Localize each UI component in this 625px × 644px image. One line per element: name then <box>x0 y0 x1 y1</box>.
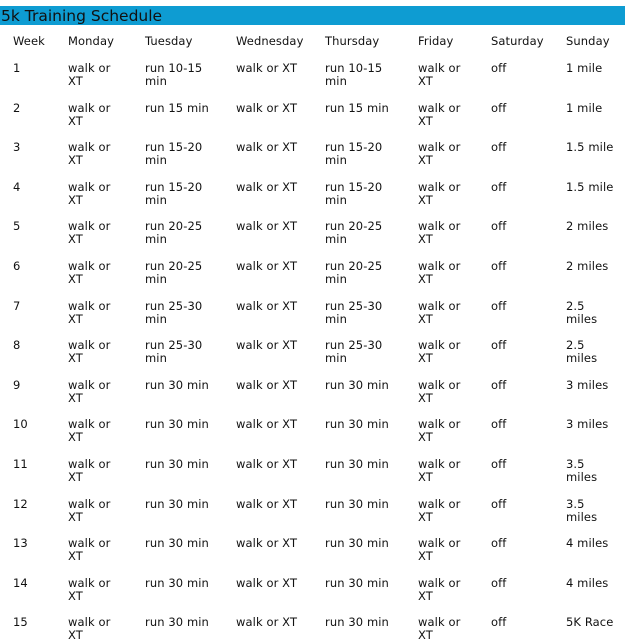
cell-thursday: run 30 min <box>325 417 389 431</box>
cell-monday: walk or XT <box>68 497 111 524</box>
cell-saturday: off <box>491 615 507 629</box>
cell-sunday: 1 mile <box>566 61 603 75</box>
cell-week: 8 <box>13 338 21 352</box>
header-tuesday: Tuesday <box>145 34 193 48</box>
cell-friday: walk or XT <box>418 61 461 88</box>
cell-tuesday: run 30 min <box>145 536 209 550</box>
cell-tuesday: run 30 min <box>145 417 209 431</box>
cell-tuesday: run 15-20 min <box>145 180 203 207</box>
header-saturday: Saturday <box>491 34 544 48</box>
header-sunday: Sunday <box>566 34 610 48</box>
cell-week: 12 <box>13 497 28 511</box>
cell-wednesday: walk or XT <box>236 140 298 154</box>
cell-sunday: 2 miles <box>566 219 609 233</box>
cell-monday: walk or XT <box>68 101 111 128</box>
cell-saturday: off <box>491 576 507 590</box>
cell-monday: walk or XT <box>68 576 111 603</box>
cell-thursday: run 15 min <box>325 101 389 115</box>
cell-friday: walk or XT <box>418 378 461 405</box>
cell-tuesday: run 10-15 min <box>145 61 203 88</box>
cell-thursday: run 10-15 min <box>325 61 383 88</box>
cell-thursday: run 30 min <box>325 615 389 629</box>
page-title: 5k Training Schedule <box>1 7 163 25</box>
cell-tuesday: run 30 min <box>145 576 209 590</box>
cell-monday: walk or XT <box>68 140 111 167</box>
cell-sunday: 3 miles <box>566 378 609 392</box>
cell-saturday: off <box>491 180 507 194</box>
cell-sunday: 5K Race <box>566 615 614 629</box>
cell-week: 11 <box>13 457 28 471</box>
cell-wednesday: walk or XT <box>236 615 298 629</box>
cell-sunday: 1.5 mile <box>566 180 614 194</box>
cell-thursday: run 30 min <box>325 497 389 511</box>
cell-tuesday: run 20-25 min <box>145 259 203 286</box>
header-thursday: Thursday <box>325 34 380 48</box>
header-week: Week <box>13 34 45 48</box>
cell-sunday: 2.5 miles <box>566 338 598 365</box>
cell-monday: walk or XT <box>68 457 111 484</box>
cell-saturday: off <box>491 457 507 471</box>
cell-friday: walk or XT <box>418 536 461 563</box>
cell-tuesday: run 25-30 min <box>145 338 203 365</box>
cell-monday: walk or XT <box>68 219 111 246</box>
cell-wednesday: walk or XT <box>236 338 298 352</box>
cell-tuesday: run 30 min <box>145 378 209 392</box>
cell-monday: walk or XT <box>68 378 111 405</box>
cell-sunday: 4 miles <box>566 536 609 550</box>
cell-friday: walk or XT <box>418 259 461 286</box>
cell-wednesday: walk or XT <box>236 259 298 273</box>
cell-saturday: off <box>491 497 507 511</box>
header-friday: Friday <box>418 34 454 48</box>
cell-saturday: off <box>491 338 507 352</box>
cell-friday: walk or XT <box>418 576 461 603</box>
cell-tuesday: run 20-25 min <box>145 219 203 246</box>
cell-sunday: 3 miles <box>566 417 609 431</box>
cell-monday: walk or XT <box>68 536 111 563</box>
cell-friday: walk or XT <box>418 299 461 326</box>
cell-monday: walk or XT <box>68 417 111 444</box>
cell-tuesday: run 15 min <box>145 101 209 115</box>
cell-monday: walk or XT <box>68 299 111 326</box>
cell-friday: walk or XT <box>418 417 461 444</box>
cell-sunday: 3.5 miles <box>566 497 598 524</box>
cell-wednesday: walk or XT <box>236 219 298 233</box>
cell-week: 7 <box>13 299 21 313</box>
header-wednesday: Wednesday <box>236 34 304 48</box>
cell-friday: walk or XT <box>418 101 461 128</box>
cell-wednesday: walk or XT <box>236 101 298 115</box>
cell-week: 5 <box>13 219 21 233</box>
cell-saturday: off <box>491 378 507 392</box>
cell-tuesday: run 25-30 min <box>145 299 203 326</box>
cell-week: 1 <box>13 61 21 75</box>
cell-friday: walk or XT <box>418 219 461 246</box>
cell-thursday: run 20-25 min <box>325 219 383 246</box>
cell-friday: walk or XT <box>418 180 461 207</box>
cell-sunday: 3.5 miles <box>566 457 598 484</box>
cell-sunday: 1.5 mile <box>566 140 614 154</box>
cell-week: 15 <box>13 615 28 629</box>
cell-thursday: run 25-30 min <box>325 299 383 326</box>
cell-wednesday: walk or XT <box>236 576 298 590</box>
cell-week: 10 <box>13 417 28 431</box>
cell-week: 3 <box>13 140 21 154</box>
cell-wednesday: walk or XT <box>236 299 298 313</box>
cell-saturday: off <box>491 417 507 431</box>
cell-sunday: 1 mile <box>566 101 603 115</box>
cell-wednesday: walk or XT <box>236 497 298 511</box>
cell-week: 13 <box>13 536 28 550</box>
cell-thursday: run 30 min <box>325 457 389 471</box>
cell-thursday: run 30 min <box>325 378 389 392</box>
cell-wednesday: walk or XT <box>236 536 298 550</box>
cell-sunday: 2 miles <box>566 259 609 273</box>
cell-tuesday: run 15-20 min <box>145 140 203 167</box>
header-monday: Monday <box>68 34 114 48</box>
cell-sunday: 4 miles <box>566 576 609 590</box>
cell-tuesday: run 30 min <box>145 457 209 471</box>
cell-friday: walk or XT <box>418 497 461 524</box>
cell-thursday: run 30 min <box>325 576 389 590</box>
cell-week: 9 <box>13 378 21 392</box>
cell-saturday: off <box>491 299 507 313</box>
cell-wednesday: walk or XT <box>236 378 298 392</box>
cell-saturday: off <box>491 259 507 273</box>
cell-week: 6 <box>13 259 21 273</box>
cell-wednesday: walk or XT <box>236 61 298 75</box>
cell-wednesday: walk or XT <box>236 417 298 431</box>
cell-saturday: off <box>491 101 507 115</box>
cell-saturday: off <box>491 219 507 233</box>
cell-monday: walk or XT <box>68 259 111 286</box>
cell-sunday: 2.5 miles <box>566 299 598 326</box>
cell-wednesday: walk or XT <box>236 457 298 471</box>
cell-monday: walk or XT <box>68 615 111 642</box>
cell-tuesday: run 30 min <box>145 615 209 629</box>
cell-monday: walk or XT <box>68 61 111 88</box>
cell-thursday: run 20-25 min <box>325 259 383 286</box>
cell-friday: walk or XT <box>418 140 461 167</box>
cell-week: 2 <box>13 101 21 115</box>
cell-thursday: run 15-20 min <box>325 140 383 167</box>
cell-thursday: run 15-20 min <box>325 180 383 207</box>
cell-monday: walk or XT <box>68 180 111 207</box>
cell-saturday: off <box>491 536 507 550</box>
cell-saturday: off <box>491 140 507 154</box>
cell-friday: walk or XT <box>418 457 461 484</box>
cell-tuesday: run 30 min <box>145 497 209 511</box>
cell-week: 4 <box>13 180 21 194</box>
cell-wednesday: walk or XT <box>236 180 298 194</box>
cell-thursday: run 25-30 min <box>325 338 383 365</box>
cell-thursday: run 30 min <box>325 536 389 550</box>
cell-friday: walk or XT <box>418 615 461 642</box>
cell-friday: walk or XT <box>418 338 461 365</box>
cell-saturday: off <box>491 61 507 75</box>
cell-monday: walk or XT <box>68 338 111 365</box>
cell-week: 14 <box>13 576 28 590</box>
